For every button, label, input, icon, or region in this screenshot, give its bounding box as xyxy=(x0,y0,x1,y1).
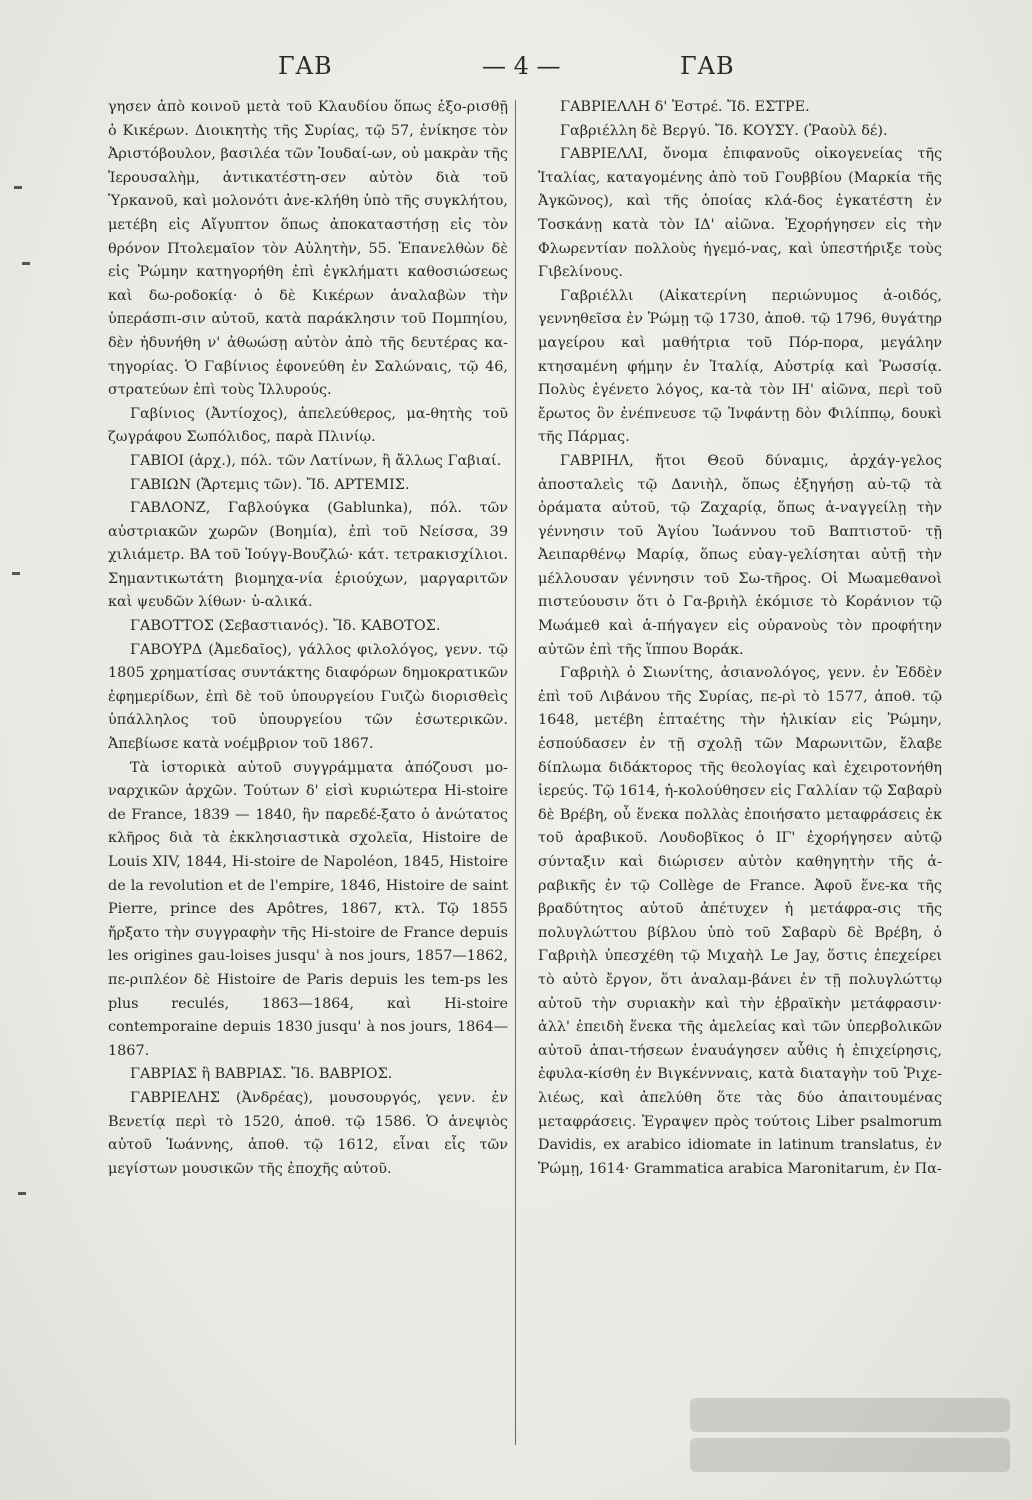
header-right-guideword: ΓΑΒ xyxy=(680,52,735,80)
page-header xyxy=(100,52,960,92)
column-divider xyxy=(515,100,516,1445)
entry-gabinios-antiochos: Γαβίνιος (Ἀντίοχος), ἀπελεύθερος, μα-θητὴς τοῦ ζωγράφου Σωπόλιδος, παρὰ Πλινίῳ. xyxy=(108,405,508,446)
entry-gabriel-sionita: Γαβριὴλ ὁ Σιωνίτης, ἀσιανολόγος, γενν. ἐν Ἐδδὲν ἐπὶ τοῦ Λιβάνου τῆς Συρίας, πε-ρὶ τὸ 1577, ἀποθ. τῷ 1648, μετέβη ἑπταέτης τὴν ἡλικίαν εἰς Ῥώμην, ἐσπούδασεν ἐν τῇ σχολῇ τῶν Μαρωνιτῶν, ἔλαβε δίπλωμα διδάκτορος τῆς θεολογίας καὶ ἐχειροτονήθη ἱερεύς. Τῷ 1614, ἠ-κολούθησεν εἰς Γαλλίαν τῷ Σαβαρὺ δὲ Βρέβη, οὗ ἕνεκα πολλὰς ἐποιήσατο μεταφράσεις ἐκ τοῦ ἀραβικοῦ. Λουδοβῖκος ὁ ΙΓ' ἐχορήγησεν αὐτῷ σύνταξιν καὶ διώρισεν αὐτὸν καθηγητὴν τῆς ἀ-ραβικῆς ἐν τῷ Collège de France. Ἀφοῦ ἕνε-κα τῆς βραδύτητος αὐτοῦ ἀπέτυχεν ἡ μετάφρα-σις τῆς πολυγλώττου βίβλου ὑπὸ τοῦ Σαβαρὺ δὲ Βρέβη, ὁ Γαβριὴλ ὑπεσχέθη τῷ Μιχαὴλ Le Jay, ὅστις ἐπεχείρει τὸ αὐτὸ ἔργον, ὅτι ἀναλαμ-βάνει ἐν τῇ πολυγλώττῳ αὐτοῦ τὴν συριακὴν καὶ τὴν ἑβραϊκὴν μετάφρασιν· ἀλλ' ἐπειδὴ ἕνεκα τῆς ἀμελείας καὶ τῶν ὑπερβολικῶν αὐτοῦ ἀπαι-τήσεων ἐναυάγησεν αὖθις ἡ ἐπιχείρησις, ἐφυλα-κίσθη ἐν Βιγκέννναις, κατὰ διαταγὴν τοῦ Ῥιχε-λιέως, καὶ ἀπελύθη ὅτε τὰς δύο ἀπαιτουμένας μεταφράσεις. Ἐγραψεν πρὸς τούτοις Liber psalmorum Davidis, ex arabico idiomate in latinum translatus, ἐν Ῥώμῃ, 1614· Grammatica arabica Maronitarum, ἐν Πα- xyxy=(538,665,942,1177)
watermark-band-top xyxy=(690,1398,1010,1432)
entry-gabourd: ΓΑΒΟΥΡΔ (Ἀμεδαῖος), γάλλος φιλολόγος, γενν. τῷ 1805 χρηματίσας συντάκτης διαφόρων δημοκρατικῶν ἐφημερίδων, ἐπὶ δὲ τοῦ ὑπουργείου Γυιζὼ διορισθεὶς ὑπάλληλος τοῦ ὑπουργείου τῶν ἐσωτερικῶν. Ἀπεβίωσε κατὰ νοέμβριον τοῦ 1867. xyxy=(108,641,508,753)
entry-gabriel-archangel: ΓΑΒΡΙΗΛ, ἤτοι Θεοῦ δύναμις, ἀρχάγ-γελος ἀποσταλεὶς τῷ Δανιὴλ, ὅπως ἐξηγήσῃ αὐ-τῷ τὰ ὁράματα αὐτοῦ, τῷ Ζαχαρίᾳ, ὅπως ἀ-ναγγείλῃ τὴν γέννησιν τοῦ Ἁγίου Ἰωάννου τοῦ Βαπτιστοῦ· τῇ Ἀειπαρθένῳ Μαρίᾳ, ὅπως εὐαγ-γελίσηται αὐτῇ τὴν μέλλουσαν γέννησιν τοῦ Σω-τῆρος. Οἱ Μωαμεθανοὶ πιστεύουσιν ὅτι ὁ Γα-βριὴλ ἐκόμισε τὸ Κοράνιον τῷ Μωάμεθ καὶ ἀ-πήγαγεν εἰς οὐρανοὺς τὸν προφήτην αὐτῶν ἐπὶ τῆς ἵππου Βοράκ. xyxy=(538,452,942,658)
entry-gabrielli-caterina: Γαβριέλλι (Αἰκατερίνη περιώνυμος ἀ-οιδός, γεννηθεῖσα ἐν Ῥώμῃ τῷ 1730, ἀποθ. τῷ 1796, θυγάτηρ μαγείρου καὶ μαθήτρια τοῦ Πόρ-πορα, μεγάλην κτησαμένη φήμην ἐν Ἰταλίᾳ, Αὐστρίᾳ καὶ Ῥωσσίᾳ. Πολὺς ἐγένετο λόγος, κα-τὰ τὸν ΙΗ' αἰῶνα, περὶ τοῦ ἔρωτος ὃν ἐνέπνευσε τῷ Ἰνφάντῃ δὸν Φιλίππῳ, δουκὶ τῆς Πάρμας. xyxy=(538,287,942,446)
entry-gabrieles: ΓΑΒΡΙΕΛΗΣ (Ἀνδρέας), μουσουργός, γενν. ἐν Βενετίᾳ περὶ τὸ 1520, ἀποθ. τῷ 1586. Ὁ ἀνεψιὸς αὐτοῦ Ἰωάννης, ἀποθ. τῷ 1612, εἶναι εἷς τῶν μεγίστων μουσικῶν τῆς ἐποχῆς αὐτοῦ. xyxy=(108,1089,508,1177)
entry-gabourd-works: Τὰ ἱστορικὰ αὐτοῦ συγγράμματα ἀπόζουσι μο-ναρχικῶν ἀρχῶν. Τούτων δ' εἰσὶ κυριώτερα Hi-stoire de France, 1839 — 1840, ἣν παρεδέ-ξατο ὁ ἀνώτατος κλῆρος διὰ τὰ ἐκκλησιαστικὰ σχολεῖα, Histoire de Louis XIV, 1844, Hi-stoire de Napoléon, 1845, Histoire de la revolution et de l'empire, 1846, Histoire de saint Pierre, prince des Apôtres, 1867, κτλ. Τῷ 1855 ἤρξατο τὴν συγγραφὴν τῆς Hi-stoire de France depuis les origines gau-loises jusqu' à nos jours, 1857—1862, πε-ριπλέον δὲ Histoire de Paris depuis les tem-ps les plus reculés, 1863—1864, καὶ Hi-stoire contemporaine depuis 1830 jusqu' à nos jours, 1864—1867. xyxy=(108,759,508,1059)
library-watermark xyxy=(690,1398,1010,1478)
entry-gablonz: ΓΑΒΛΟΝΖ, Γαβλούγκα (Gablunka), πόλ. τῶν αὐστριακῶν χωρῶν (Βοημία), ἐπὶ τοῦ Νείσσα, 39 χιλιάμετρ. ΒΑ τοῦ Ἰούγγ-Βουζλώ· κάτ. τετρακισχίλιοι. Σημαντικωτάτη βιομηχα-νία ἐριούχων, μαργαριτῶν καὶ ψευδῶν λίθων· ὑ-αλικά. xyxy=(108,500,508,611)
header-left-guideword: ΓΑΒ xyxy=(278,52,333,80)
margin-speck xyxy=(12,572,20,575)
entry-gabottos: ΓΑΒΟΤΤΟΣ (Σεβαστιανός). Ἴδ. ΚΑΒΟΤΟΣ. xyxy=(130,618,441,635)
entry-gabioi: ΓΑΒΙΟΙ (ἀρχ.), πόλ. τῶν Λατίνων, ἢ ἄλλως Γαβιαί. xyxy=(130,452,502,469)
left-column xyxy=(108,96,508,1181)
entry-gabrielli-family: ΓΑΒΡΙΕΛΛΙ, ὄνομα ἐπιφανοῦς οἰκογενείας τῆς Ἰταλίας, καταγομένης ἀπὸ τοῦ Γουββίου (Μαρκία τῆς Ἀγκῶνος), καὶ τῆς ὁποίας κλά-δος ἐγκατέστη ἐν Τοσκάνῃ κατὰ τὸν ΙΔ' αἰῶνα. Ἐχορήγησεν εἰς τὴν Φλωρεντίαν πολλοὺς ἡγεμό-νας, καὶ ὑπεστήριξε τοὺς Γιβελίνους. xyxy=(538,146,942,281)
entry-gabrielle-de-vergy: Γαβριέλλη δὲ Βεργύ. Ἴδ. ΚΟΥΣΥ. (Ῥαοὺλ δέ). xyxy=(560,122,888,139)
entry-gabrielle-destre: ΓΑΒΡΙΕΛΛΗ δ' Ἐστρέ. Ἴδ. ΕΣΤΡΕ. xyxy=(560,99,810,115)
margin-speck xyxy=(14,186,22,189)
margin-speck xyxy=(18,1192,26,1195)
margin-speck xyxy=(22,262,30,265)
entry-gabrias: ΓΑΒΡΙΑΣ ἢ ΒΑΒΡΙΑΣ. Ἴδ. ΒΑΒΡΙΟΣ. xyxy=(130,1066,393,1083)
entry-gabion: ΓΑΒΙΩΝ (Ἄρτεμις τῶν). Ἴδ. ΑΡΤΕΜΙΣ. xyxy=(130,476,410,493)
entry-gabinios-continued: γησεν ἀπὸ κοινοῦ μετὰ τοῦ Κλαυδίου ὅπως ἐξο-ρισθῇ ὁ Κικέρων. Διοικητὴς τῆς Συρίας, τῷ 57, ἐνίκησε τὸν Ἀριστόβουλον, βασιλέα τῶν Ἰουδαί-ων, οὐ μακρὰν τῆς Ἱερουσαλὴμ, ἀντικατέστη-σεν αὐτὸν διὰ τοῦ Ὑρκανοῦ, καὶ μολονότι ἀνε-κλήθη ὑπὸ τῆς συγκλήτου, μετέβη εἰς Αἴγυπτον ὅπως ἀποκαταστήσῃ εἰς τὸν θρόνον Πτολεμαῖον τὸν Αὐλητὴν, 55. Ἐπανελθὼν δὲ εἰς Ῥώμην κατηγορήθη ἐπὶ ἐγκλήματι καθοσιώσεως καὶ δω-ροδοκίᾳ· ὁ δὲ Κικέρων ἀναλαβὼν τὴν ὑπεράσπι-σιν αὐτοῦ, κατὰ παράκλησιν τοῦ Πομπηίου, δὲν ἠδυνήθη ν' ἀθωώσῃ αὐτὸν ἀπὸ τῆς δευτέρας κα-τηγορίας. Ὁ Γαβίνιος ἐφονεύθη ἐν Σαλώναις, τῷ 46, στρατεύων ἐπὶ τοὺς Ἰλλυρούς. xyxy=(108,99,508,399)
watermark-band-bottom xyxy=(690,1438,1010,1472)
right-column xyxy=(538,96,942,1181)
page-number: — 4 — xyxy=(482,52,561,80)
